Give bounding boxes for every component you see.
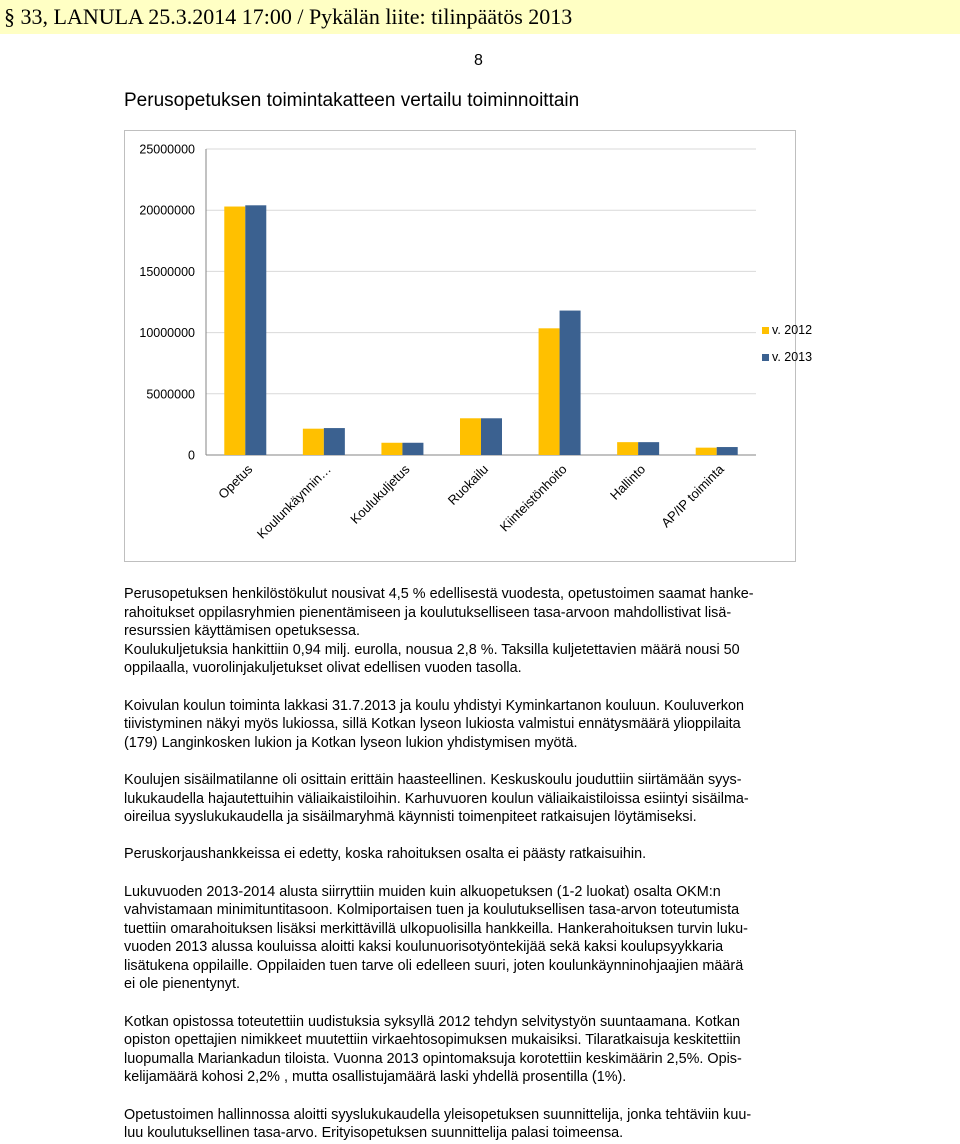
x-tick-label: Ruokailu — [444, 461, 492, 508]
paragraph-line: Lukuvuoden 2013-2014 alusta siirryttiin muiden kuin alkuopetuksen (1-2 luokat) osalta OKM:n — [124, 883, 721, 900]
bar — [324, 428, 345, 455]
y-tick-label: 25000000 — [139, 142, 195, 157]
paragraph-line: Kotkan opistossa toteutettiin uudistuksia syksyllä 2012 tehdyn selvitystyön suuntaamana. Kotkan — [124, 1013, 740, 1030]
legend-swatch — [762, 354, 769, 361]
chart-title: Perusopetuksen toimintakatteen vertailu toiminnoittain — [124, 90, 580, 111]
paragraph-line: Koulujen sisäilmatilanne oli osittain erittäin haasteellinen. Keskuskoulu jouduttiin siirtämään syys- — [124, 771, 742, 788]
paragraph-line: luu koulutuksellinen tasa-arvo. Erityisopetuksen suunnittelija palasi toimeensa. — [124, 1125, 624, 1142]
bar — [560, 311, 581, 455]
paragraph-line: resurssien käyttämisen opetuksessa. — [124, 623, 360, 640]
bar — [381, 443, 402, 455]
paragraph-line: Peruskorjaushankkeissa ei edetty, koska rahoituksen osalta ei päästy ratkaisuihin. — [124, 846, 647, 863]
paragraph-line: kelijamäärä kohosi 2,2% , mutta osallistujamäärä laski yhdellä prosentilla (1%). — [124, 1069, 627, 1086]
bar — [245, 205, 266, 455]
bar — [717, 447, 738, 455]
paragraph-line: lisätukena oppilaille. Oppilaiden tuen tarve oli edelleen suuri, joten koulunkäynninohjaajien määrä — [124, 957, 744, 974]
bar — [696, 448, 717, 455]
x-tick-label: Hallinto — [606, 461, 649, 503]
paragraph-line: vuoden 2013 alussa kouluissa aloitti kaksi koulunuorisotyöntekijää sekä kaksi koulupsyykkaria — [124, 939, 724, 956]
y-tick-label: 0 — [188, 448, 195, 463]
x-tick-label: AP/IP toiminta — [658, 461, 727, 531]
paragraph-line: ei ole pienentynyt. — [124, 976, 241, 993]
paragraph-line: Koulukuljetuksia hankittiin 0,94 milj. eurolla, nousua 2,8 %. Taksilla kuljetettavien määrä nousi 50 — [124, 641, 740, 658]
legend-swatch — [762, 327, 769, 334]
bar — [402, 443, 423, 455]
bar — [224, 207, 245, 455]
bar — [617, 442, 638, 455]
y-tick-label: 5000000 — [146, 387, 195, 402]
bar — [481, 418, 502, 455]
legend-label: v. 2013 — [772, 350, 813, 364]
x-tick-label: Koulunkäynnin… — [253, 461, 334, 542]
bar — [539, 328, 560, 455]
bar — [303, 429, 324, 455]
paragraph-line: oireilua syyslukukaudella ja sisäilmaryhmä käynnisti toimenpiteet ratkaisujen löytämiseksi. — [124, 809, 697, 826]
paragraph-line: oppilaalla, vuorolinjakuljetukset olivat edellisen vuoden tasolla. — [124, 660, 522, 677]
x-tick-label: Opetus — [215, 461, 256, 502]
paragraph-line: tuettiin omarahoituksen lisäksi merkittävillä ulkopuolisilla hankkeilla. Hankerahoituksen turvin luku- — [124, 920, 748, 937]
paragraph-line: Perusopetuksen henkilöstökulut nousivat 4,5 % edellisestä vuodesta, opetustoimen saamat hanke- — [124, 586, 754, 602]
paragraph-line: Koivulan koulun toiminta lakkasi 31.7.2013 ja koulu yhdistyi Kyminkartanon kouluun. Kouluverkon — [124, 697, 744, 714]
paragraph-line: vahvistamaan minimituntitasoon. Kolmiportaisen tuen ja koulutuksellisen tasa-arvon toteutumista — [124, 902, 740, 919]
x-tick-label: Koulukuljetus — [347, 461, 413, 527]
y-tick-label: 20000000 — [139, 203, 195, 218]
x-tick-label: Kiinteistönhoito — [496, 461, 570, 535]
legend-label: v. 2012 — [772, 323, 813, 337]
bar — [460, 418, 481, 455]
page-number: 8 — [474, 52, 483, 69]
paragraph-line: (179) Langinkosken lukion ja Kotkan lyseon lukion yhdistymisen myötä. — [124, 734, 578, 751]
paragraph-line: luopumalla Mariankadun tiloista. Vuonna 2013 opintomaksuja korotettiin keskimäärin 2,5%. Opis- — [124, 1050, 742, 1067]
document-header: § 33, LANULA 25.3.2014 17:00 / Pykälän liite: tilinpäätös 2013 — [0, 0, 960, 34]
paragraph-line: rahoitukset oppilasryhmien pienentämiseen ja koulutukselliseen tasa-arvoon mahdollistivat lisä- — [124, 604, 732, 621]
paragraph-line: Opetustoimen hallinnossa aloitti syyslukukaudella yleisopetuksen suunnittelija, jonka tehtäviin kuu- — [124, 1106, 752, 1123]
body-text — [124, 585, 824, 1143]
y-tick-label: 15000000 — [139, 264, 195, 279]
y-tick-label: 10000000 — [139, 326, 195, 341]
paragraph-line: tiivistyminen näkyi myös lukiossa, sillä Kotkan lyseon lukiosta valmistui ennätysmäärä ylioppilaita — [124, 716, 741, 733]
paragraph-line: lukukaudella hajautettuihin väliaikaistiloihin. Karhuvuoren koulun väliaikaistiloissa esiintyi sisäilma- — [124, 790, 749, 807]
bar — [638, 442, 659, 455]
paragraph-line: opiston opettajien nimikkeet muutettiin virkaehtosopimuksen mukaisiksi. Tilaratkaisuja keskitettiin — [124, 1032, 741, 1049]
